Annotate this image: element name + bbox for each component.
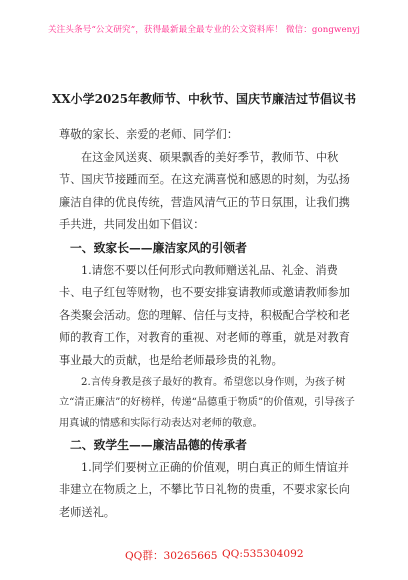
parents-paragraph-1: 1.请您不要以任何形式向教师赠送礼品、礼金、消费卡、电子红包等财物，也不要安排宴请教师或邀请教师参加各类聚会活动。您的理解、信任与支持，积极配合学校和老师的教育工作，对教育的重视、对老师的尊重，就是对教育事业最大的贡献，也是给老师最珍贵的礼物。: [59, 263, 350, 367]
salutation: 尊敬的家长、亲爱的老师、同学们：: [59, 128, 239, 141]
section-heading-parents: 一、致家长——廉洁家风的引领者: [70, 240, 247, 255]
students-paragraph-1: 1.同学们要树立正确的价值观，明白真正的师生情谊并非建立在物质之上，不攀比节日礼物的贵重，不要求家长向老师送礼。: [59, 460, 350, 519]
footer-contact: [0, 548, 408, 562]
intro-paragraph: 在这金风送爽、硕果飘香的美好季节，教师节、中秋节、国庆节接踵而至。在这充满喜悦和感恩的时刻，为弘扬廉洁自律的优良传统，营造风清气正的节日氛围，让我们携手共进，共同发出如下倡议：: [59, 150, 350, 232]
qq-group: QQ群：30265665: [125, 550, 218, 562]
parents-paragraph-2: 2.言传身教是孩子最好的教育。希望您以身作则，为孩子树立“清正廉洁”的好榜样，传递“品德重于物质”的价值观，引导孩子用真诚的情感和实际行动表达对老师的敬意。: [59, 376, 355, 429]
qq-number: QQ:535304092: [222, 548, 304, 560]
document-title: XX小学2025年教师节、中秋节、国庆节廉洁过节倡议书: [51, 92, 357, 106]
section-heading-students: 二、致学生——廉洁品德的传承者: [70, 438, 247, 453]
document-body: [59, 124, 355, 524]
header-promo-note: 关注头条号“公文研究”，获得最新最全最专业的公文资料库！ 微信：gongwenyj: [47, 25, 361, 35]
